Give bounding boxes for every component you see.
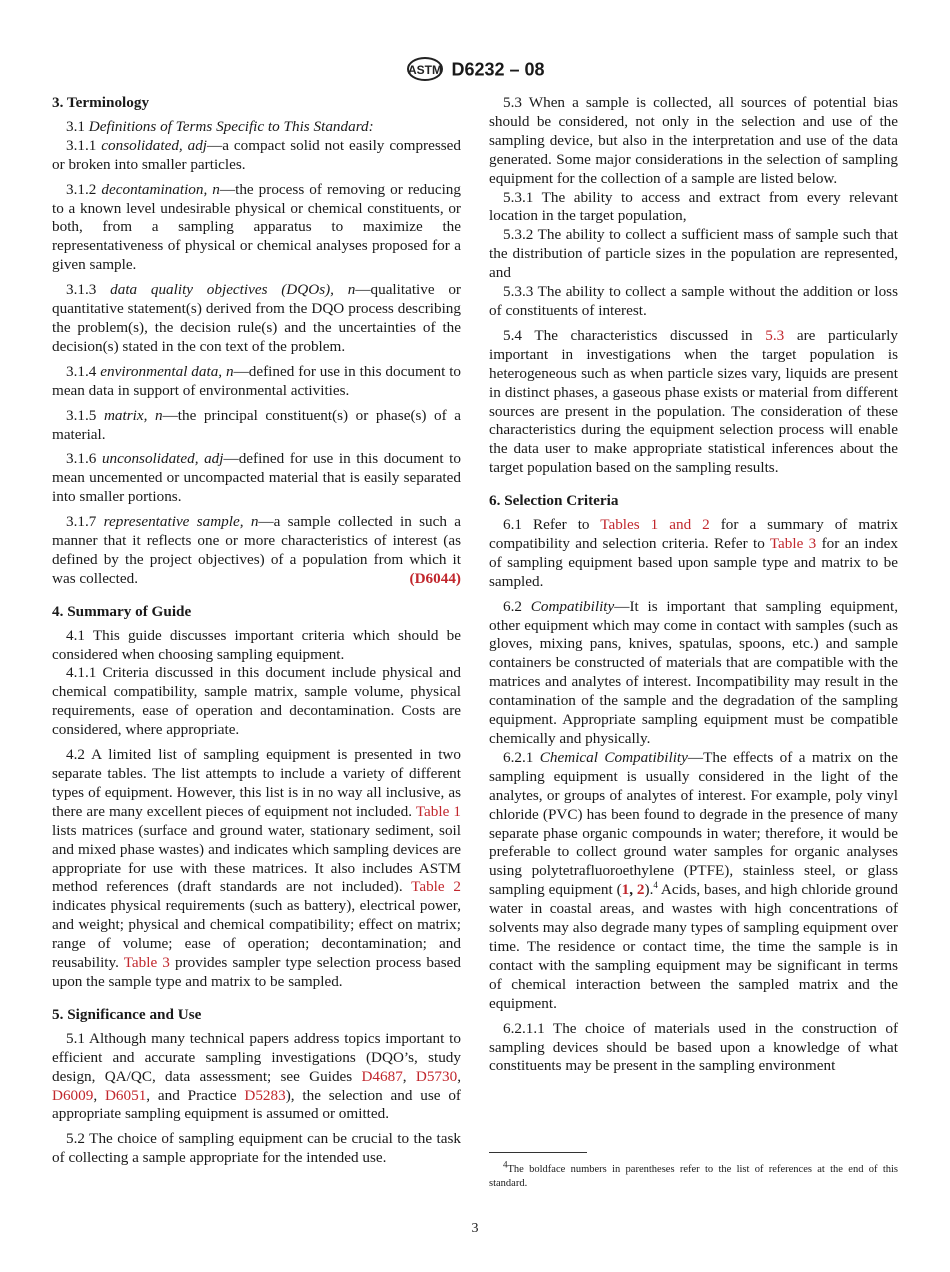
- reference-link[interactable]: D4687: [361, 1067, 403, 1085]
- text-run: decontamination, n: [101, 180, 220, 198]
- paragraph: [52, 513, 461, 589]
- reference-link[interactable]: Table 2: [411, 878, 461, 896]
- paragraph: [52, 137, 461, 175]
- paragraph: [52, 363, 461, 401]
- paragraph: [489, 226, 898, 283]
- text-run: ,: [402, 1067, 416, 1085]
- footnote-marker: 4: [653, 880, 658, 891]
- section-heading: 3. Terminology: [52, 94, 150, 111]
- text-run: —the process of removing or reducing to a known level undesirable physical or chemical constituents, or both, from a sampling apparatus to maximize the representativeness of physical or chemical analyses proposed for a given sample.: [52, 180, 461, 274]
- text-run: 3.1: [66, 117, 89, 135]
- reference-link[interactable]: D5283: [244, 1086, 286, 1104]
- text-run: ,: [629, 881, 637, 899]
- page-header: [0, 56, 950, 86]
- paragraph: [489, 327, 898, 478]
- text-run: 5.4 The characteristics discussed in: [503, 326, 766, 344]
- paragraph: [489, 189, 898, 227]
- left-column: [52, 94, 461, 1168]
- paragraph: [52, 1130, 461, 1168]
- text-run: consolidated, adj: [101, 136, 208, 154]
- text-run: 5.3.3 The ability to collect a sample without the addition or loss of constituents of interest.: [489, 283, 898, 319]
- paragraph: [52, 746, 461, 992]
- text-run: ,: [457, 1067, 461, 1085]
- paragraph: [52, 181, 461, 276]
- paragraph: [489, 283, 898, 321]
- text-run: —a compact solid not easily compressed or broken into smaller particles.: [52, 136, 462, 173]
- text-run: 3.1.2: [66, 180, 102, 198]
- text-run: matrix, n: [103, 406, 163, 424]
- paragraph: [489, 1020, 898, 1077]
- reference-link[interactable]: Table 3: [123, 954, 170, 972]
- paragraph: [52, 118, 461, 137]
- text-run: —a sample collected in such a manner that it reflects one or more characteristics of interest (as defined by the project objectives) of a population from which it was collected.: [52, 513, 462, 587]
- text-run: 6.2: [503, 597, 531, 615]
- text-run: —The effects of a matrix on the sampling equipment is usually considered in the light of the analytes, or groups of analytes of interest. For example, poly vinyl chloride (PVC) has been found to degrade in the presence of many separate phase organic compounds in water; therefore, it would be preferable to collect ground water samples for organic analyses using polytetrafluoroethylene (PTFE), stainless steel, or glass sampling equipment (: [489, 748, 898, 899]
- text-run: for a summary of matrix compatibility and selection criteria. Refer to: [489, 516, 898, 552]
- text-run: indicates physical requirements (such as battery), electrical power, and weight; physical and chemical compatibility; effect on matrix; range of volume; ease of operation; decontamination; and reusability.: [52, 897, 461, 972]
- text-run: 5.2 The choice of sampling equipment can be crucial to the task of collecting a sample appropriate for the intended use.: [52, 1130, 461, 1167]
- paragraph: [52, 407, 461, 445]
- reference-link[interactable]: Table 3: [769, 534, 817, 552]
- paragraph: [489, 598, 898, 749]
- text-run: provides sampler type selection process based upon the sample type and matrix to be sampled.: [52, 954, 461, 990]
- svg-text:ASTM: ASTM: [408, 63, 443, 77]
- paragraph: [489, 749, 898, 1014]
- text-run: Definitions of Terms Specific to This Standard:: [88, 117, 374, 135]
- paragraph: [52, 281, 461, 357]
- citation-link[interactable]: (D6044): [409, 569, 461, 587]
- astm-logo-icon: [405, 56, 445, 86]
- text-run: ).: [644, 881, 654, 899]
- text-run: lists matrices (surface and ground water, stationary sediment, soil and mixed phase wastes) and indicates which sampling devices are appropriate for use with these matrices. It also includes ASTM method references (draft standards are not included).: [52, 821, 461, 896]
- text-run: Chemical Compatibility: [539, 748, 688, 766]
- reference-link[interactable]: Tables 1 and 2: [600, 516, 710, 534]
- text-run: 3.1.4: [66, 362, 101, 380]
- text-run: —It is important that sampling equipment, other equipment which may come in contact with samples (such as gloves, mixing pans, knives, spatulas, spoons, etc.) and sample containers be constructed of materials that are compatible with the matrices and analytes of interest. Incompatibility may result in the contamination of the sample and the degradation of the sampling equipment. Appropriate sampling equipment must be compatible chemically and physically.: [489, 597, 899, 747]
- text-run: 5.3.1 The ability to access and extract from every relevant location in the target population,: [489, 188, 898, 225]
- text-run: 3.1.1: [66, 136, 102, 154]
- page-number: 3: [471, 1221, 479, 1236]
- reference-link[interactable]: D5730: [415, 1067, 458, 1085]
- text-run: —qualitative or quantitative statement(s) derived from the DQO process describing the problem(s), the decision rule(s) and the uncertainties of the decision(s) stated in the con text of the problem.: [52, 281, 461, 355]
- section-heading: 4. Summary of Guide: [52, 602, 192, 620]
- text-run: 3.1.5: [66, 406, 104, 424]
- reference-link[interactable]: 5.3: [765, 326, 785, 344]
- text-run: ), the selection and use of appropriate sampling equipment is assumed or omitted.: [52, 1086, 461, 1123]
- text-run: 3.1.3: [66, 281, 111, 299]
- text-run: 6.1 Refer to: [503, 516, 601, 534]
- reference-link[interactable]: 2: [636, 881, 645, 899]
- text-run: 6.2.1: [503, 748, 540, 766]
- section-heading: 5. Significance and Use: [52, 1005, 202, 1023]
- citation: [396, 570, 461, 589]
- text-run: are particularly important in investigations when the target population is heterogeneous such as when particle sizes vary, liquids are present in distinct phases, a gaseous phase exists or material from different sources are present in the population. The consideration of these characteristics during the equipment selection process will enable the data user to make appropriate statistical inferences about the target population based on the sampling results.: [489, 326, 898, 477]
- text-run: environmental data, n: [100, 362, 234, 380]
- text-run: 3.1.6: [66, 450, 102, 468]
- text-run: —defined for use in this document to mean data in support of environmental activities.: [52, 362, 462, 399]
- text-run: , and Practice: [146, 1086, 245, 1104]
- text-run: Compatibility: [530, 597, 615, 615]
- paragraph: [52, 450, 461, 507]
- text-run: for an index of sampling equipment based upon sample type and matrix to be sampled.: [489, 534, 898, 590]
- text-run: 4.2 A limited list of sampling equipment is presented in two separate tables. The list attempts to include a variety of different types of equipment. However, this list is in no way all inclusive, as there are many excellent pieces of equipment not included.: [52, 746, 461, 820]
- text-run: —the principal constituent(s) or phase(s) of a material.: [52, 406, 462, 443]
- text-run: 3.1.7: [66, 513, 104, 531]
- paragraph: [489, 516, 898, 592]
- text-run: 4.1 This guide discusses important criteria which should be considered when choosing sampling equipment.: [52, 626, 461, 663]
- text-run: Acids, bases, and high chloride ground water in coastal areas, and wastes with high concentrations of solvents may also degrade many types of sampling equipment over time. The residence or contact time, the time the sample is in contact with the sampling equipment may be significant in terms of chemical interaction between the sampled matrix and the equipment.: [489, 881, 898, 1012]
- text-run: 5.1 Although many technical papers address topics important to efficient and accurate sampling investigations (DQO’s, study design, QA/QC, data assessment; see Guides: [52, 1029, 461, 1085]
- paragraph: [489, 94, 898, 189]
- footnote-divider: [489, 1152, 587, 1153]
- text-run: —defined for use in this document to mean uncemented or uncompacted material that is easily separated into smaller portions.: [52, 450, 461, 506]
- text-run: unconsolidated, adj: [101, 450, 224, 468]
- text-run: 5.3.2 The ability to collect a sufficient mass of sample such that the distribution of particle sizes in the population are represented, and: [489, 226, 898, 282]
- paragraph: [52, 627, 461, 665]
- text-run: 6.2.1.1 The choice of materials used in the construction of sampling devices should be based upon a knowledge of what constituents may be present in the sampling environment: [489, 1019, 898, 1075]
- section-heading: 6. Selection Criteria: [489, 492, 619, 510]
- right-column: [489, 94, 898, 1076]
- reference-link[interactable]: 1: [621, 881, 630, 899]
- text-run: representative sample, n: [103, 513, 259, 531]
- paragraph: [52, 1030, 461, 1125]
- text-run: 5.3 When a sample is collected, all sources of potential bias should be considered, not only in the selection and use of the sampling device, but also in the interpretation and use of the data generated. Some major considerations in the selection of sampling equipment for the collection of a sample are listed below.: [489, 94, 898, 187]
- text-run: ,: [93, 1086, 105, 1104]
- reference-link[interactable]: D6051: [104, 1086, 147, 1104]
- document-id: D6232 – 08: [451, 59, 545, 80]
- reference-link[interactable]: D6009: [52, 1086, 94, 1104]
- text-run: data quality objectives (DQOs), n: [110, 281, 356, 299]
- reference-link[interactable]: Table 1: [415, 802, 461, 820]
- footnote: 4The boldface numbers in parentheses refer to the list of references at the end of this standard.: [489, 1159, 898, 1189]
- paragraph: [52, 664, 461, 740]
- text-run: 4.1.1 Criteria discussed in this document include physical and chemical compatibility, sample matrix, sample volume, physical requirements, ease of operation and decontamination. Costs are considered, where appropriate.: [52, 664, 461, 739]
